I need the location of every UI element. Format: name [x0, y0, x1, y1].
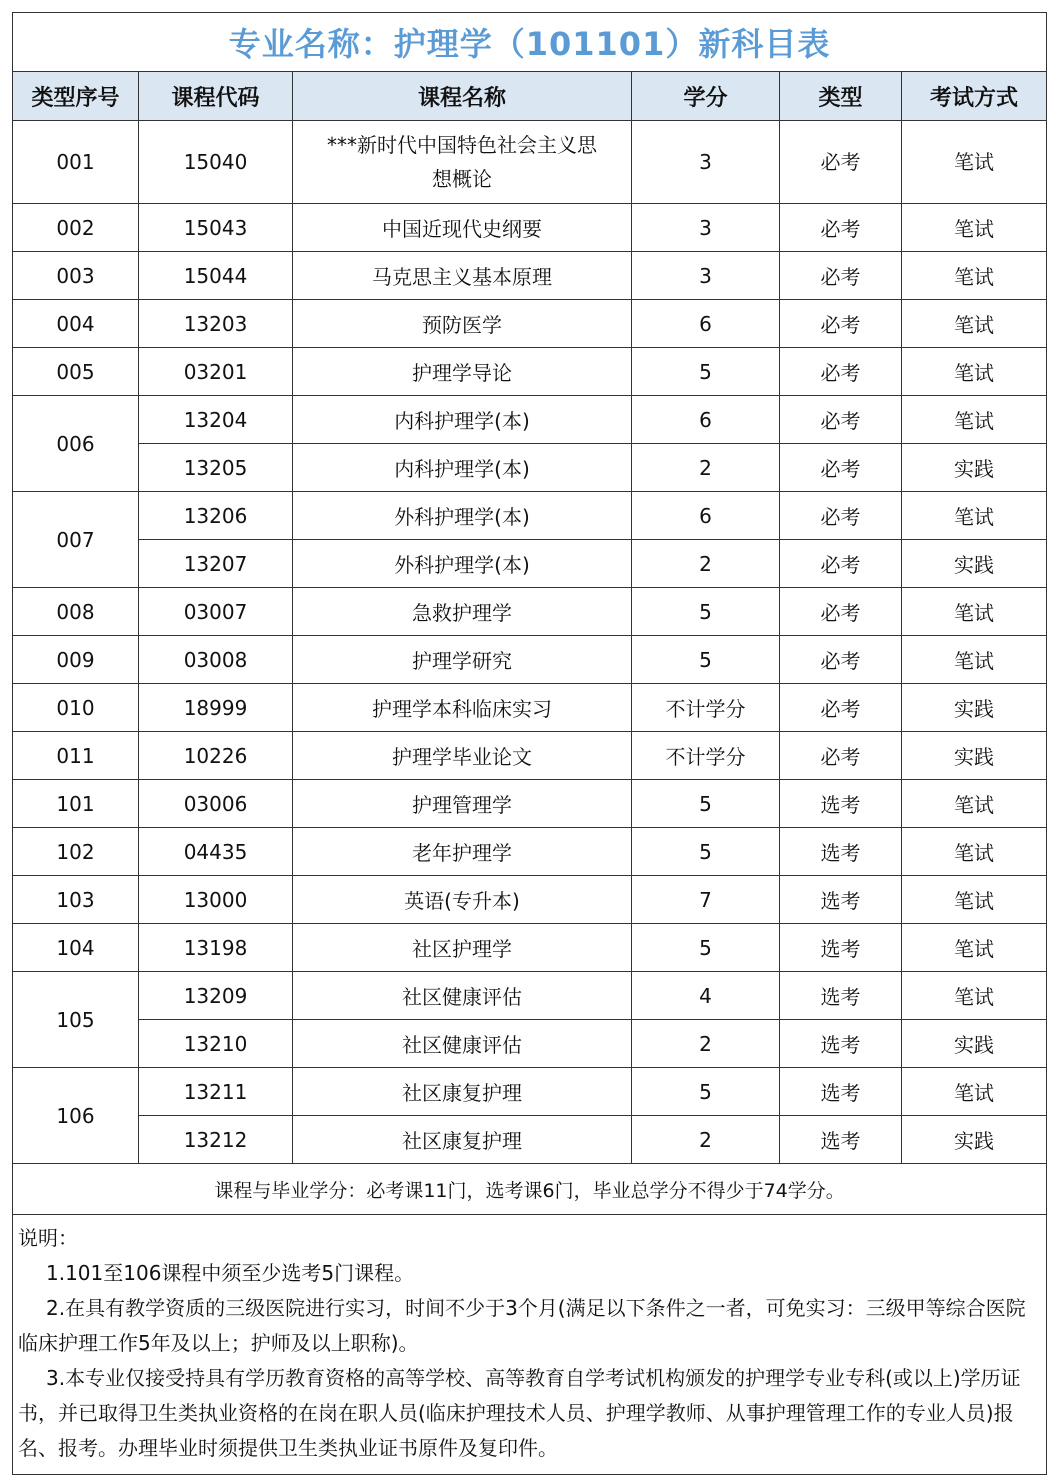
course-type: 选考: [780, 1116, 902, 1164]
type-seq: 103: [13, 876, 139, 924]
table-row: [13, 540, 1047, 588]
table-row: [13, 396, 1047, 444]
course-code: 13211: [139, 1068, 293, 1116]
exam-method: 笔试: [902, 252, 1047, 300]
course-type: 必考: [780, 732, 902, 780]
course-credit: 5: [632, 636, 780, 684]
header-type: 类型: [780, 72, 902, 121]
type-seq: 101: [13, 780, 139, 828]
course-type: 必考: [780, 684, 902, 732]
exam-method: 笔试: [902, 492, 1047, 540]
type-seq: 004: [13, 300, 139, 348]
course-type: 选考: [780, 780, 902, 828]
table-row: [13, 684, 1047, 732]
course-name: 社区康复护理: [293, 1116, 632, 1164]
exam-method: 实践: [902, 684, 1047, 732]
course-code: 13212: [139, 1116, 293, 1164]
credit-summary: 课程与毕业学分：必考课11门，选考课6门，毕业总学分不得少于74学分。: [13, 1164, 1047, 1215]
exam-method: 实践: [902, 1116, 1047, 1164]
course-credit: 4: [632, 972, 780, 1020]
type-seq: 006: [13, 396, 139, 492]
course-credit: 5: [632, 924, 780, 972]
course-type: 必考: [780, 348, 902, 396]
exam-method: 笔试: [902, 588, 1047, 636]
note-item-1: 1.101至106课程中须至少选考5门课程。: [46, 1261, 415, 1285]
course-type: 必考: [780, 492, 902, 540]
header-exam: 考试方式: [902, 72, 1047, 121]
exam-method: 实践: [902, 732, 1047, 780]
course-code: 10226: [139, 732, 293, 780]
course-name: 社区健康评估: [293, 972, 632, 1020]
course-code: 13205: [139, 444, 293, 492]
course-name: 社区护理学: [293, 924, 632, 972]
course-credit: 2: [632, 540, 780, 588]
course-credit: 5: [632, 588, 780, 636]
course-code: 15044: [139, 252, 293, 300]
exam-method: 笔试: [902, 972, 1047, 1020]
course-code: 13203: [139, 300, 293, 348]
course-name: 内科护理学(本): [293, 396, 632, 444]
course-type: 选考: [780, 876, 902, 924]
table-row: [13, 972, 1047, 1020]
table-row: [13, 1020, 1047, 1068]
note-item-2: 2.在具有教学资质的三级医院进行实习，时间不少于3个月(满足以下条件之一者，可免实习：三级甲等综合医院临床护理工作5年及以上；护师及以上职称)。: [18, 1296, 1026, 1355]
course-credit: 不计学分: [632, 684, 780, 732]
course-credit: 2: [632, 1116, 780, 1164]
table-row: [13, 876, 1047, 924]
course-code: 03008: [139, 636, 293, 684]
course-name: 外科护理学(本): [293, 540, 632, 588]
table-row: [13, 300, 1047, 348]
course-name: 社区健康评估: [293, 1020, 632, 1068]
course-type: 选考: [780, 1020, 902, 1068]
table-row: [13, 924, 1047, 972]
exam-method: 笔试: [902, 121, 1047, 204]
course-type: 选考: [780, 1068, 902, 1116]
type-seq: 104: [13, 924, 139, 972]
course-credit: 3: [632, 121, 780, 204]
exam-method: 笔试: [902, 636, 1047, 684]
course-type: 选考: [780, 828, 902, 876]
course-code: 13207: [139, 540, 293, 588]
type-seq: 008: [13, 588, 139, 636]
table-row: [13, 732, 1047, 780]
exam-method: 笔试: [902, 204, 1047, 252]
course-credit: 5: [632, 1068, 780, 1116]
exam-method: 笔试: [902, 300, 1047, 348]
course-name: ***新时代中国特色社会主义思想概论: [293, 121, 632, 204]
table-row: [13, 444, 1047, 492]
course-credit: 3: [632, 204, 780, 252]
type-seq: 010: [13, 684, 139, 732]
course-code: 15043: [139, 204, 293, 252]
notes-section: [13, 1215, 1047, 1475]
type-seq: 007: [13, 492, 139, 588]
notes-title: 说明：: [18, 1226, 78, 1250]
exam-method: 笔试: [902, 924, 1047, 972]
table-row: [13, 636, 1047, 684]
course-name: 中国近现代史纲要: [293, 204, 632, 252]
type-seq: 105: [13, 972, 139, 1068]
type-seq: 005: [13, 348, 139, 396]
exam-method: 笔试: [902, 396, 1047, 444]
course-name: 护理学本科临床实习: [293, 684, 632, 732]
course-type: 必考: [780, 204, 902, 252]
course-name: 护理学导论: [293, 348, 632, 396]
type-seq: 009: [13, 636, 139, 684]
table-row: [13, 1068, 1047, 1116]
course-credit: 2: [632, 444, 780, 492]
course-name: 急救护理学: [293, 588, 632, 636]
course-credit: 6: [632, 492, 780, 540]
table-row: [13, 348, 1047, 396]
type-seq: 002: [13, 204, 139, 252]
course-credit: 5: [632, 780, 780, 828]
course-type: 必考: [780, 636, 902, 684]
course-name: 英语(专升本): [293, 876, 632, 924]
course-credit: 6: [632, 396, 780, 444]
course-name: 外科护理学(本): [293, 492, 632, 540]
course-table-page: [12, 12, 1046, 1475]
type-seq: 011: [13, 732, 139, 780]
course-credit: 6: [632, 300, 780, 348]
table-row: [13, 1116, 1047, 1164]
note-item-3: 3.本专业仅接受持具有学历教育资格的高等学校、高等教育自学考试机构颁发的护理学专业专科(或以上)学历证书，并已取得卫生类执业资格的在岗在职人员(临床护理技术人员、护理学教师、从事护理管理工作的专业人员)报名、报考。办理毕业时须提供卫生类执业证书原件及复印件。: [18, 1366, 1021, 1460]
course-name: 内科护理学(本): [293, 444, 632, 492]
course-credit: 5: [632, 348, 780, 396]
course-type: 必考: [780, 396, 902, 444]
type-seq: 003: [13, 252, 139, 300]
exam-method: 笔试: [902, 1068, 1047, 1116]
header-credit: 学分: [632, 72, 780, 121]
table-row: [13, 828, 1047, 876]
exam-method: 实践: [902, 540, 1047, 588]
course-code: 13000: [139, 876, 293, 924]
course-name: 马克思主义基本原理: [293, 252, 632, 300]
exam-method: 笔试: [902, 828, 1047, 876]
table-row: [13, 121, 1047, 204]
course-rows: [13, 121, 1047, 1164]
exam-method: 实践: [902, 1020, 1047, 1068]
course-credit: 7: [632, 876, 780, 924]
exam-method: 笔试: [902, 780, 1047, 828]
table-row: [13, 492, 1047, 540]
type-seq: 102: [13, 828, 139, 876]
course-credit: 5: [632, 828, 780, 876]
course-name: 老年护理学: [293, 828, 632, 876]
type-seq: 106: [13, 1068, 139, 1164]
course-type: 必考: [780, 121, 902, 204]
header-code: 课程代码: [139, 72, 293, 121]
exam-method: 实践: [902, 444, 1047, 492]
course-name: 护理学毕业论文: [293, 732, 632, 780]
exam-method: 笔试: [902, 348, 1047, 396]
table-row: [13, 204, 1047, 252]
header-row: [13, 72, 1047, 121]
course-code: 13198: [139, 924, 293, 972]
table-title: 专业名称：护理学（101101）新科目表: [13, 13, 1047, 72]
course-code: 13209: [139, 972, 293, 1020]
header-seq: 类型序号: [13, 72, 139, 121]
course-credit: 不计学分: [632, 732, 780, 780]
course-credit: 2: [632, 1020, 780, 1068]
course-type: 选考: [780, 972, 902, 1020]
header-name: 课程名称: [293, 72, 632, 121]
course-type: 必考: [780, 444, 902, 492]
course-code: 13206: [139, 492, 293, 540]
course-type: 必考: [780, 540, 902, 588]
course-type: 必考: [780, 588, 902, 636]
table-row: [13, 780, 1047, 828]
course-code: 18999: [139, 684, 293, 732]
course-credit: 3: [632, 252, 780, 300]
course-type: 选考: [780, 924, 902, 972]
course-code: 13210: [139, 1020, 293, 1068]
course-code: 03201: [139, 348, 293, 396]
course-name: 预防医学: [293, 300, 632, 348]
course-code: 03007: [139, 588, 293, 636]
course-code: 03006: [139, 780, 293, 828]
course-name: 社区康复护理: [293, 1068, 632, 1116]
course-name: 护理学研究: [293, 636, 632, 684]
type-seq: 001: [13, 121, 139, 204]
course-type: 必考: [780, 252, 902, 300]
table-row: [13, 588, 1047, 636]
course-code: 04435: [139, 828, 293, 876]
course-code: 13204: [139, 396, 293, 444]
exam-method: 笔试: [902, 876, 1047, 924]
table-row: [13, 252, 1047, 300]
course-code: 15040: [139, 121, 293, 204]
course-type: 必考: [780, 300, 902, 348]
course-name: 护理管理学: [293, 780, 632, 828]
course-table: [12, 12, 1047, 1475]
